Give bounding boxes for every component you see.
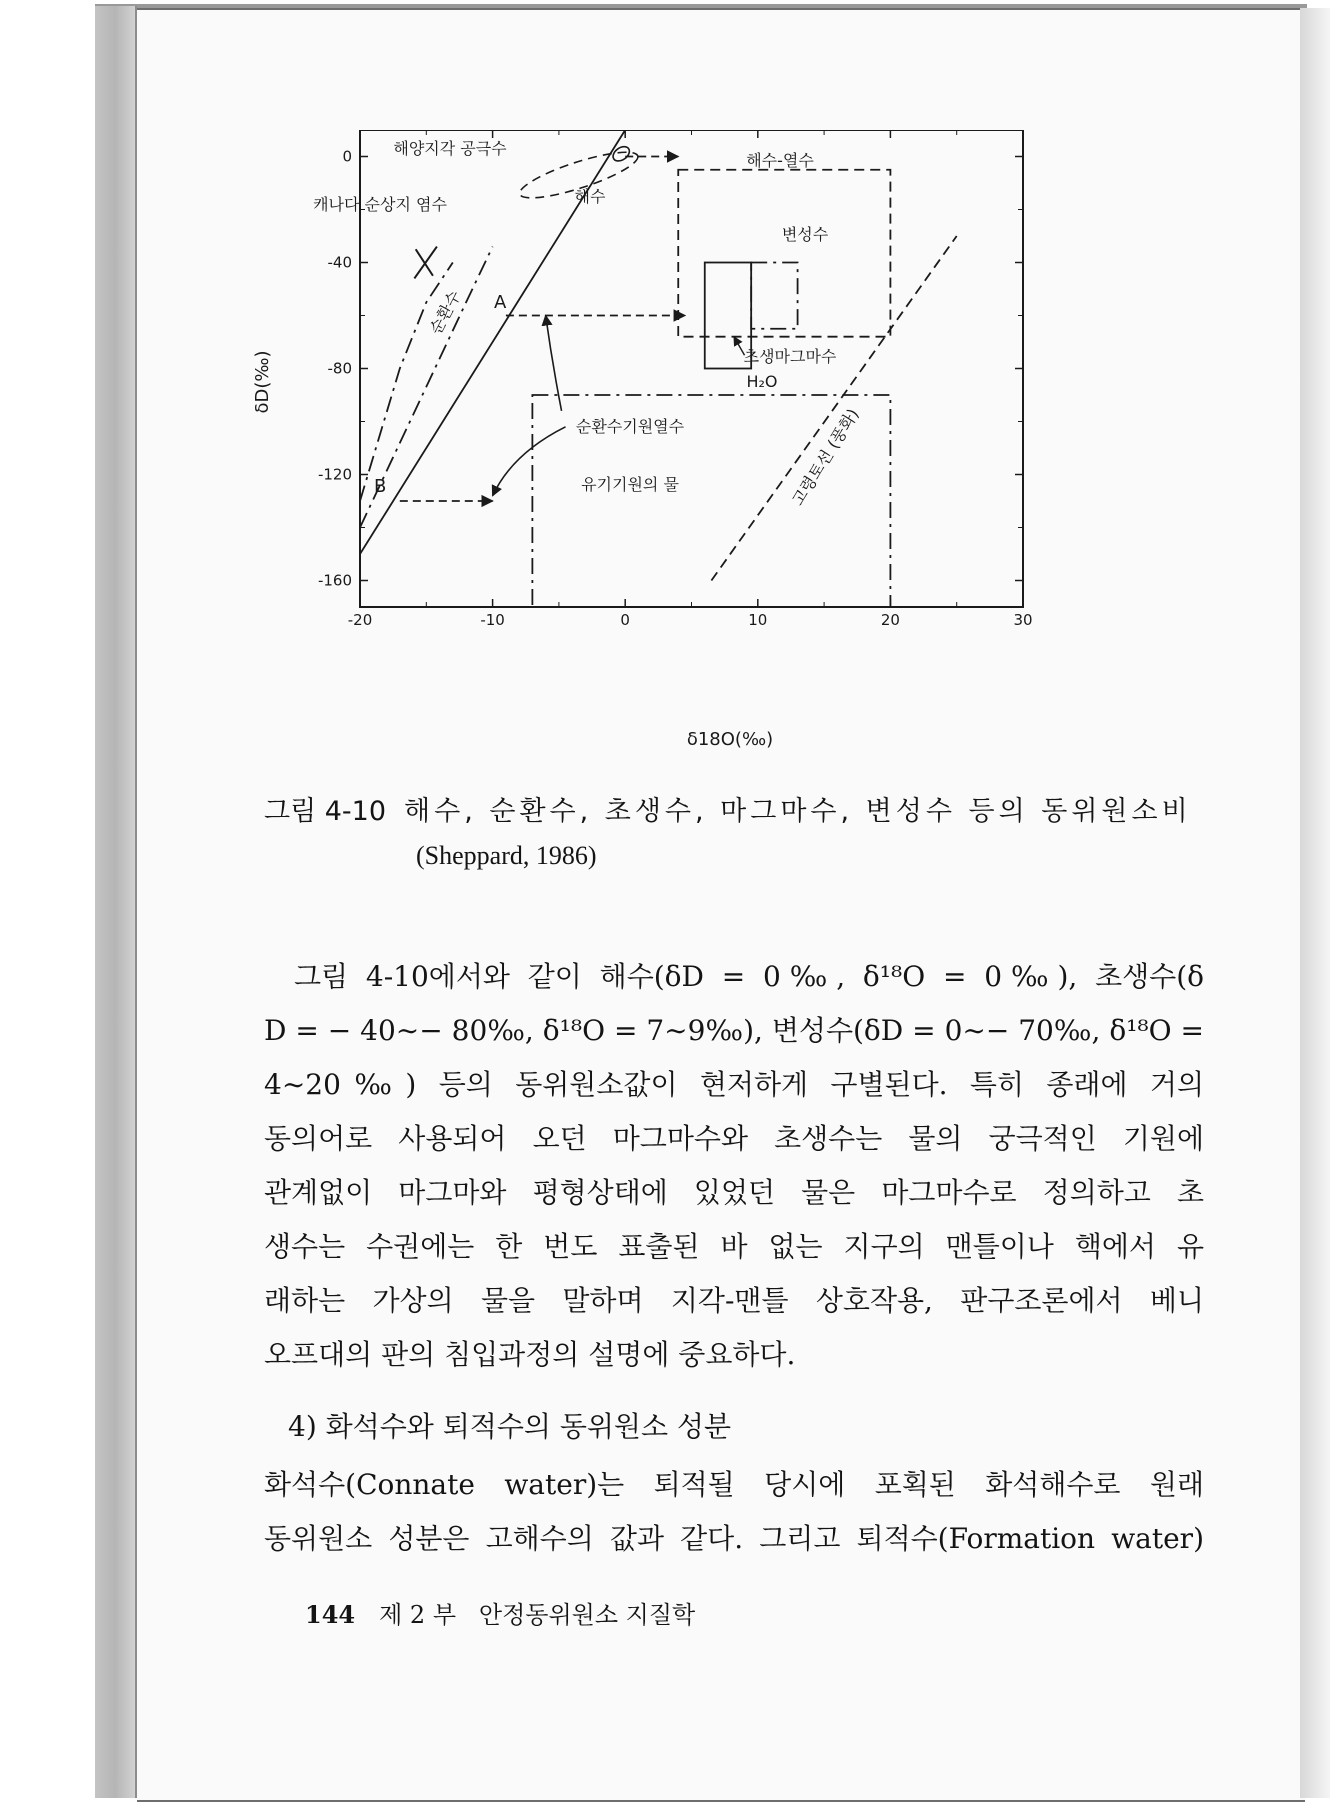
label-meteoric-water: 순환수 (425, 287, 465, 338)
x-tick-label: 30 (1013, 611, 1033, 629)
x-tick-label: -10 (480, 611, 505, 629)
section-heading: 4) 화석수와 퇴적수의 동위원소 성분 (288, 1410, 732, 1443)
footer-part: 제 2 부 (379, 1601, 457, 1629)
brine-trend-curve (360, 263, 453, 502)
caption-label: 그림 4-10 (264, 796, 387, 827)
label-canadian-shield-brine: 캐나다 순상지 염수 (313, 195, 447, 214)
label-organic-water: 유기기원의 물 (581, 475, 679, 494)
y-tick-label: -120 (317, 465, 352, 484)
text-line: 동의어로 사용되어 오던 마그마수와 초생수는 물의 궁극적인 기원에 (264, 1122, 1204, 1155)
label-b: B (374, 476, 387, 497)
x-tick-label: -20 (347, 611, 373, 629)
plot-regions (532, 170, 890, 607)
text-line: 관계없이 마그마와 평형상태에 있었던 물은 마그마수로 정의하고 초 (264, 1176, 1204, 1209)
text-line: 동위원소 성분은 고해수의 값과 같다. 그리고 퇴적수(Formation water) (264, 1522, 1204, 1555)
caption-source: (Sheppard, 1986) (416, 841, 597, 870)
page-number: 144 (305, 1600, 356, 1629)
plot-frame (360, 130, 1023, 607)
y-tick-label: -80 (327, 359, 352, 378)
curved-arrow-to-b (493, 427, 566, 496)
label-metamorphic-water: 변성수 (781, 225, 829, 244)
region-seawater-hydrothermal (678, 170, 890, 337)
plot-lines (360, 130, 957, 581)
caption-text: 해수, 순환수, 초생수, 마그마수, 변성수 등의 동위원소비 (404, 796, 1192, 827)
text-line: 래하는 가상의 물을 말하며 지각-맨틀 상호작용, 판구조론에서 베니 (264, 1284, 1204, 1317)
label-kaolinite-line: 고령토선 (풍화) (788, 405, 863, 509)
y-tick-label: 0 (342, 147, 352, 166)
figure-caption (264, 790, 1204, 878)
label-seawater: 해수 (574, 187, 606, 206)
text-line: 화석수(Connate water)는 퇴적될 당시에 포획된 화석해수로 원래 (264, 1468, 1204, 1501)
label-primary-magmatic-water: 초생마그마수 (743, 347, 837, 366)
isotope-plot (250, 130, 1210, 770)
text-line: 그림 4-10에서와 같이 해수(δD = 0‰, δ¹⁸O = 0‰), 초생수(δ (294, 960, 1204, 993)
label-a: A (494, 292, 507, 313)
x-tick-label: 20 (880, 611, 900, 629)
label-seawater-hydrothermal: 해수-열수 (746, 151, 814, 170)
label-meteoric-hydrothermal: 순환수기원열수 (575, 417, 685, 436)
x-tick-label: 10 (748, 611, 768, 629)
body-paragraph-2 (264, 1458, 1204, 1566)
label-ocean-crust-pore-water: 해양지각 공극수 (393, 139, 507, 158)
y-tick-label: -40 (327, 253, 352, 272)
y-axis-label: δD(‰) (252, 350, 273, 414)
region-metamorphic (751, 263, 797, 329)
text-line: D = − 40∼− 80‰, δ¹⁸O = 7∼9‰), 변성수(δD = 0∼− 70‰, δ¹⁸O = (264, 1014, 1204, 1047)
body-paragraph-1 (264, 950, 1204, 1382)
x-tick-label: 0 (620, 611, 630, 629)
footer-part-title: 안정동위원소 지질학 (478, 1601, 696, 1629)
text-line: 4∼20‰) 등의 동위원소값이 현저하게 구별된다. 특히 종래에 거의 (264, 1068, 1204, 1101)
y-tick-label: -160 (317, 571, 352, 590)
text-line: 오프대의 판의 침입과정의 설명에 중요하다. (264, 1338, 796, 1371)
page-footer (305, 1595, 695, 1630)
label-h2o: H₂O (746, 372, 778, 391)
text-line: 생수는 수권에는 한 번도 표출된 바 없는 지구의 맨틀이나 핵에서 유 (264, 1230, 1204, 1263)
brine-x-mark (414, 247, 437, 279)
book-spine (95, 6, 137, 1798)
kaolinite-line (711, 236, 956, 581)
curved-arrow-to-a (546, 316, 562, 411)
page-shadow (1300, 8, 1330, 1798)
x-axis-label: δ18O(‰) (686, 729, 774, 750)
